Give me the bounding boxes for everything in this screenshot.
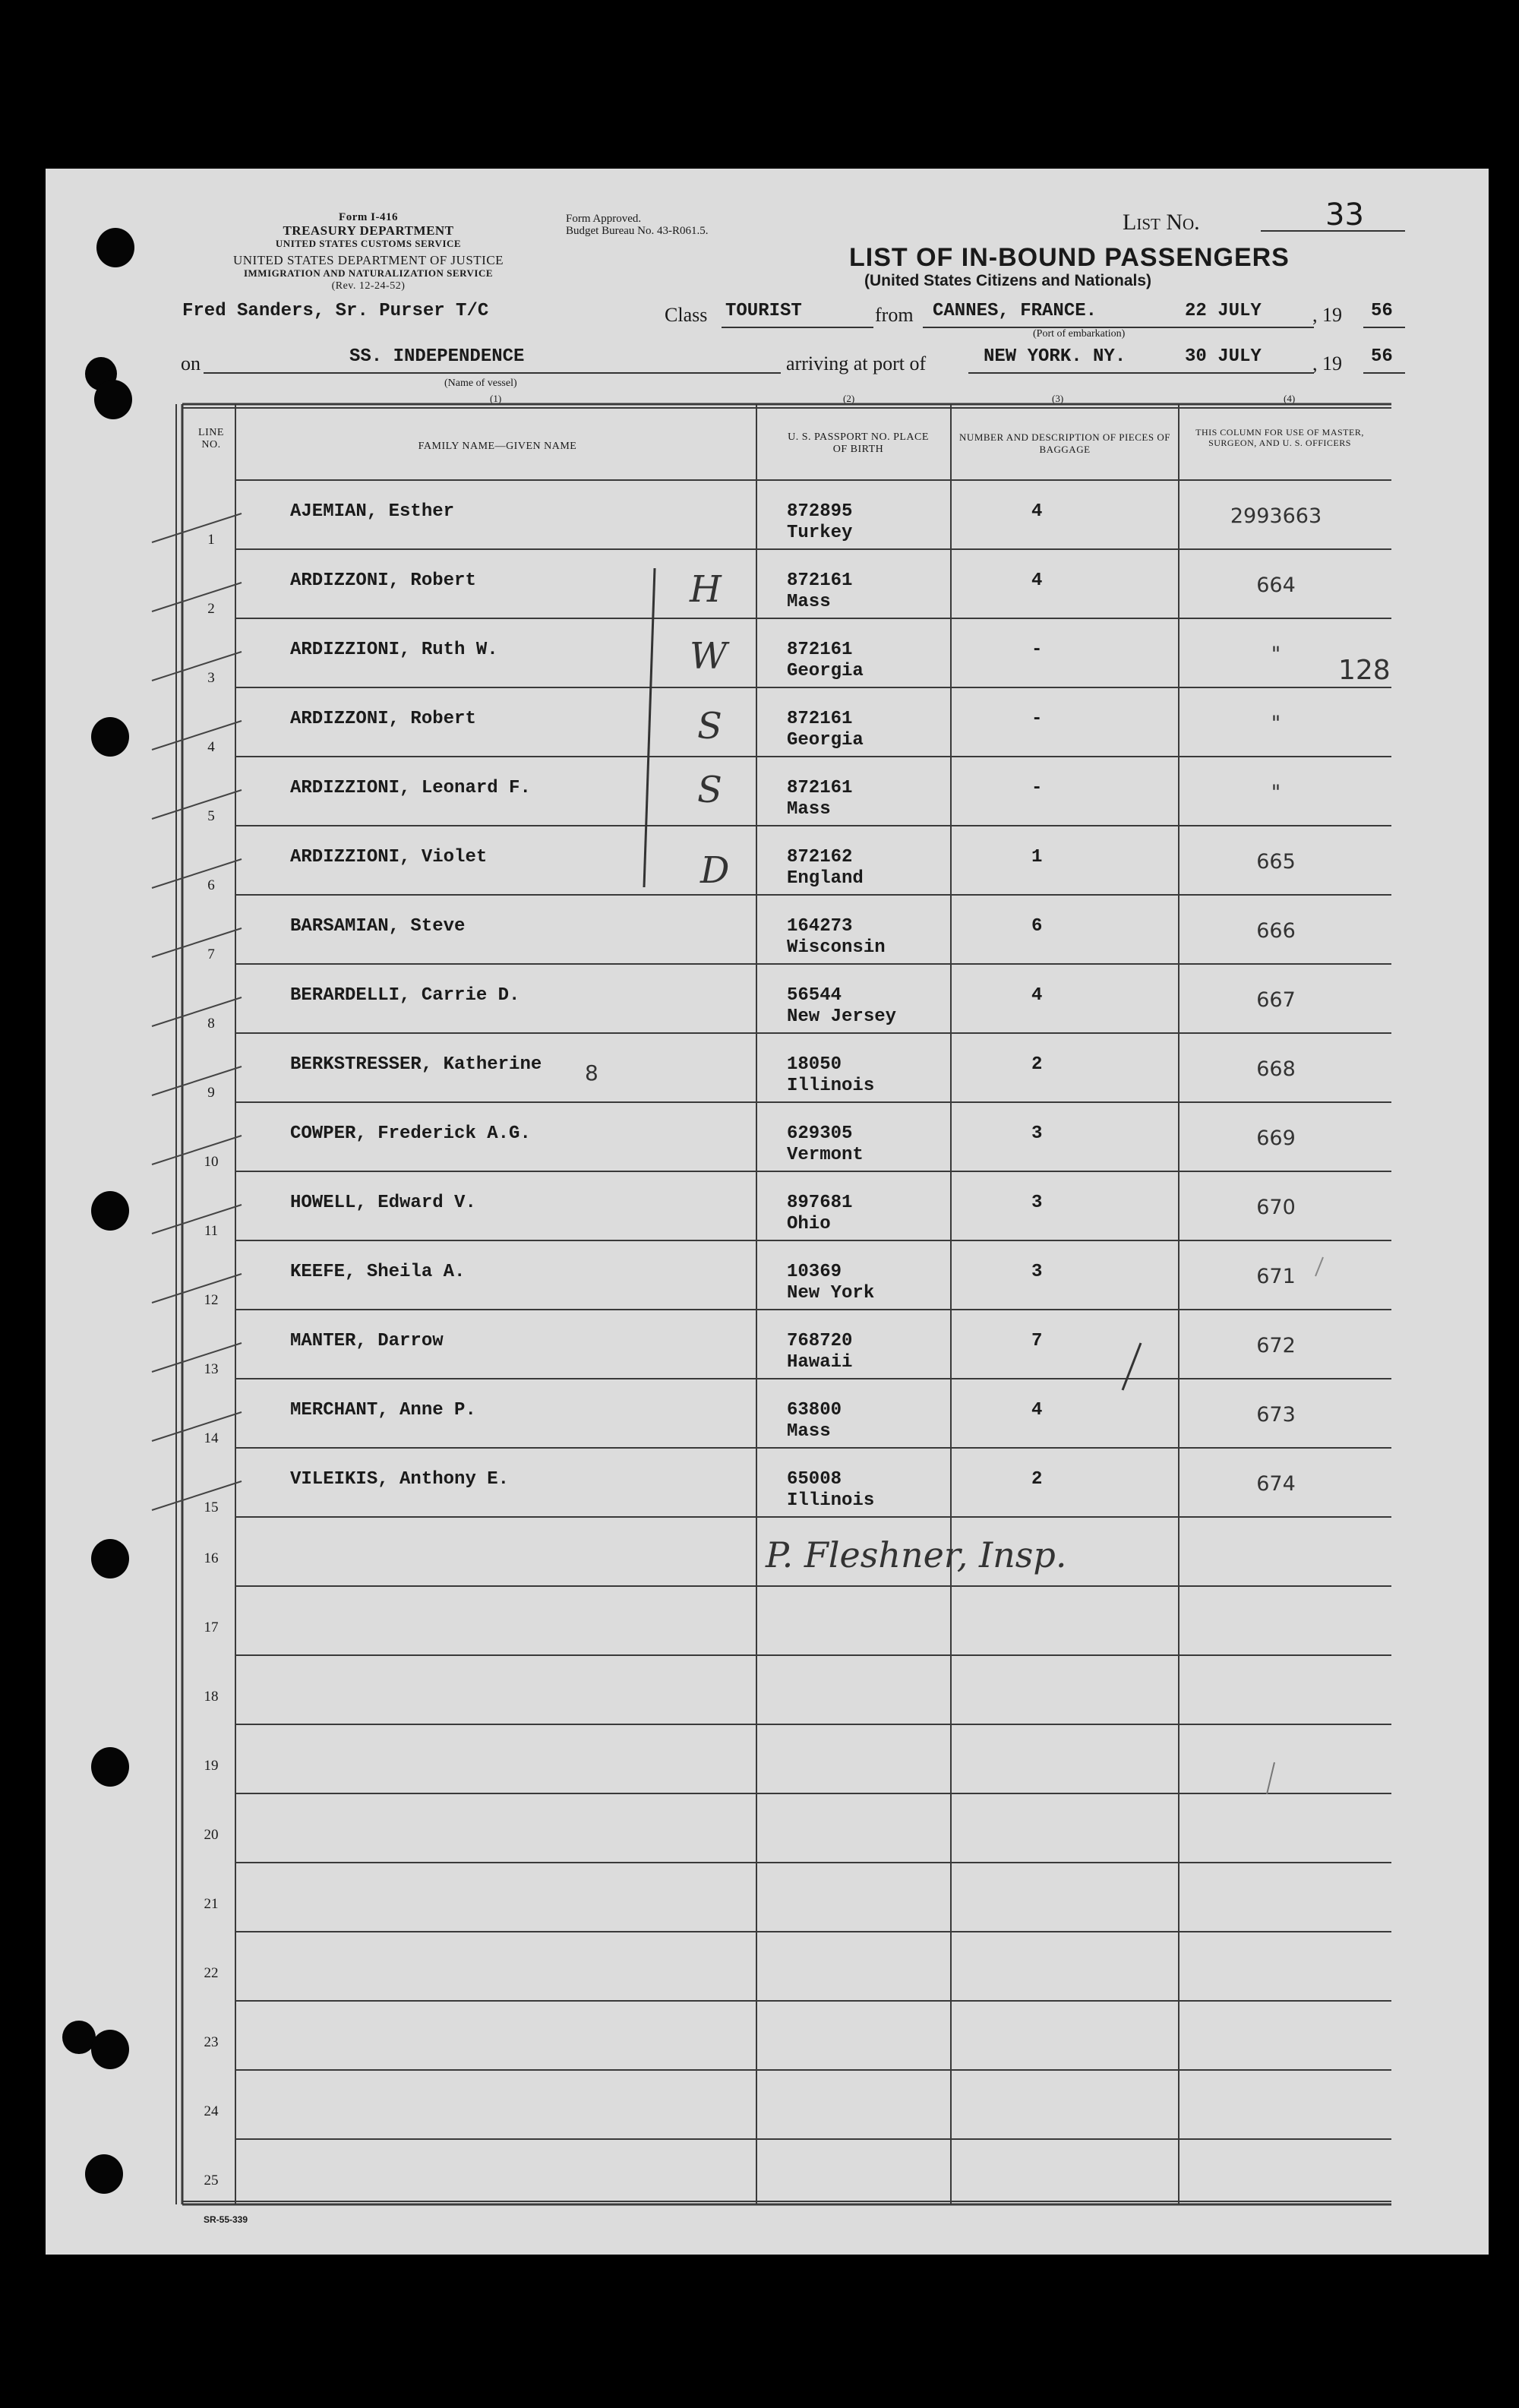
row-number: 17 — [204, 1620, 219, 1635]
officer-note: 672 — [1256, 1334, 1296, 1357]
row-number: 3 — [207, 670, 215, 686]
col-header-name: FAMILY NAME—GIVEN NAME — [418, 441, 577, 452]
baggage-count: 1 — [1031, 847, 1043, 867]
passenger-name: COWPER, Frederick A.G. — [290, 1123, 531, 1144]
row-number: 21 — [204, 1896, 219, 1912]
dept-treasury-sub: UNITED STATES CUSTOMS SERVICE — [275, 238, 462, 249]
passenger-name: KEEFE, Sheila A. — [290, 1262, 466, 1282]
officer-note: 669 — [1256, 1127, 1296, 1150]
arriving-label: arriving at port of — [786, 352, 927, 374]
baggage-count: 4 — [1031, 985, 1043, 1006]
vessel-label: (Name of vessel) — [444, 378, 517, 389]
port-embark-label: (Port of embarkation) — [1033, 328, 1126, 340]
from-port: CANNES, FRANCE. — [933, 301, 1097, 321]
officer-note: 665 — [1256, 850, 1296, 874]
row9-extra-mark: 8 — [585, 1060, 598, 1085]
page-subtitle: (United States Citizens and Nationals) — [864, 272, 1152, 289]
col-marker-2: (2) — [843, 393, 855, 404]
dept-treasury: TREASURY DEPARTMENT — [283, 223, 454, 238]
passenger-name: ARDIZZIONI, Ruth W. — [290, 640, 498, 660]
officer-note: 666 — [1256, 919, 1296, 943]
passport-number: 56544 — [787, 985, 842, 1006]
relation-code-5: D — [700, 849, 730, 892]
baggage-count: 2 — [1031, 1469, 1043, 1490]
place-of-birth: Mass — [787, 799, 831, 820]
row-number: 20 — [204, 1827, 219, 1843]
year-prefix-2: , 19 — [1312, 352, 1342, 374]
relation-code-4: S — [697, 769, 722, 811]
col-header-line: LINE NO. — [198, 427, 224, 450]
purser-name: Fred Sanders, Sr. Purser T/C — [182, 301, 489, 321]
place-of-birth: England — [787, 868, 864, 889]
col-header-passport: U. S. PASSPORT NO. PLACE OF BIRTH — [788, 431, 929, 455]
officer-note: 671 — [1256, 1265, 1296, 1288]
officer-note: 668 — [1256, 1057, 1296, 1081]
margin-total: 128 — [1338, 655, 1391, 686]
col-header-baggage: NUMBER AND DESCRIPTION OF PIECES OF BAGGAGE — [959, 431, 1170, 455]
dept-justice: UNITED STATES DEPARTMENT OF JUSTICE — [232, 253, 504, 267]
place-of-birth: New Jersey — [787, 1006, 897, 1027]
officer-note: " — [1271, 781, 1281, 804]
passenger-name: ARDIZZONI, Robert — [290, 570, 476, 591]
vessel-name: SS. INDEPENDENCE — [349, 346, 525, 367]
row-number: 12 — [204, 1292, 219, 1308]
baggage-count: 6 — [1031, 916, 1043, 937]
revision: (Rev. 12-24-52) — [331, 280, 406, 292]
col-marker-3: (3) — [1052, 393, 1064, 404]
officer-note: 673 — [1256, 1403, 1296, 1427]
relation-code-2: W — [690, 635, 728, 678]
approved-text: Form Approved. — [566, 213, 642, 225]
passenger-name: ARDIZZIONI, Violet — [290, 847, 488, 867]
place-of-birth: New York — [787, 1283, 875, 1304]
row-number: 19 — [204, 1758, 219, 1774]
row-number: 1 — [207, 532, 215, 548]
passport-number: 897681 — [787, 1193, 853, 1213]
passport-number: 872161 — [787, 709, 853, 729]
passenger-name: MERCHANT, Anne P. — [290, 1400, 476, 1420]
passport-number: 164273 — [787, 916, 853, 937]
col-marker-1: (1) — [490, 393, 502, 404]
officer-note: 664 — [1256, 574, 1296, 597]
row-number: 10 — [204, 1154, 219, 1170]
place-of-birth: Mass — [787, 592, 831, 612]
list-no-value: 33 — [1325, 198, 1364, 232]
passenger-name: VILEIKIS, Anthony E. — [290, 1469, 510, 1490]
row-number: 14 — [204, 1430, 219, 1446]
row-number: 5 — [207, 808, 215, 824]
passport-number: 872161 — [787, 778, 853, 798]
place-of-birth: Wisconsin — [787, 937, 886, 958]
row-number: 2 — [207, 601, 215, 617]
col-header-officers: THIS COLUMN FOR USE OF MASTER, SURGEON, AND U. S. OFFICERS — [1195, 427, 1364, 448]
passenger-name: ARDIZZONI, Robert — [290, 709, 476, 729]
row-number: 8 — [207, 1016, 215, 1032]
row-number: 6 — [207, 877, 215, 893]
col-marker-4: (4) — [1284, 393, 1296, 404]
row-number: 4 — [207, 739, 215, 755]
baggage-count: - — [1031, 640, 1043, 660]
row-number: 24 — [204, 2103, 219, 2119]
passport-number: 63800 — [787, 1400, 842, 1420]
row-number: 16 — [204, 1550, 219, 1566]
baggage-count: 4 — [1031, 570, 1043, 591]
officer-note: 667 — [1256, 988, 1296, 1012]
year-2: 56 — [1371, 346, 1393, 367]
baggage-count: 4 — [1031, 1400, 1043, 1420]
baggage-count: - — [1031, 709, 1043, 729]
footer-code: SR-55-339 — [204, 2214, 248, 2225]
baggage-count: 3 — [1031, 1262, 1043, 1282]
passport-number: 872895 — [787, 501, 853, 522]
place-of-birth: Ohio — [787, 1214, 831, 1234]
passport-number: 768720 — [787, 1331, 853, 1351]
row-number: 25 — [204, 2173, 219, 2188]
place-of-birth: Illinois — [787, 1076, 875, 1096]
row-number: 7 — [207, 946, 215, 962]
place-of-birth: Hawaii — [787, 1352, 853, 1373]
baggage-count: - — [1031, 778, 1043, 798]
form-number: Form I-416 — [339, 211, 398, 223]
place-of-birth: Mass — [787, 1421, 831, 1442]
year-1: 56 — [1371, 301, 1393, 321]
on-label: on — [181, 352, 201, 374]
from-date: 22 JULY — [1185, 301, 1262, 321]
officer-note: " — [1271, 712, 1281, 735]
passport-number: 18050 — [787, 1054, 842, 1075]
place-of-birth: Turkey — [787, 523, 853, 543]
row-number: 9 — [207, 1085, 215, 1101]
officer-note: 2993663 — [1230, 504, 1322, 528]
row-number: 13 — [204, 1361, 219, 1377]
passenger-name: BERKSTRESSER, Katherine — [290, 1054, 542, 1075]
class-label: Class — [665, 304, 708, 326]
arrival-date: 30 JULY — [1185, 346, 1262, 367]
place-of-birth: Georgia — [787, 661, 864, 681]
passport-number: 872161 — [787, 570, 853, 591]
passport-number: 10369 — [787, 1262, 842, 1282]
arrival-port: NEW YORK. NY. — [984, 346, 1126, 367]
baggage-count: 7 — [1031, 1331, 1043, 1351]
page-title: LIST OF IN-BOUND PASSENGERS — [849, 243, 1290, 272]
passenger-name: BARSAMIAN, Steve — [290, 916, 466, 937]
baggage-count: 3 — [1031, 1193, 1043, 1213]
passenger-name: MANTER, Darrow — [290, 1331, 444, 1351]
row-number: 23 — [204, 2034, 219, 2050]
row-number: 18 — [204, 1689, 219, 1705]
passport-number: 872162 — [787, 847, 853, 867]
passport-number: 872161 — [787, 640, 853, 660]
row-number: 22 — [204, 1965, 219, 1981]
class-value: TOURIST — [725, 301, 802, 321]
passenger-name: HOWELL, Edward V. — [290, 1193, 476, 1213]
officer-note: 674 — [1256, 1472, 1296, 1496]
relation-code-1: H — [690, 568, 722, 611]
relation-code-3: S — [697, 705, 722, 747]
baggage-count: 3 — [1031, 1123, 1043, 1144]
row-number: 11 — [204, 1223, 219, 1239]
baggage-count: 4 — [1031, 501, 1043, 522]
place-of-birth: Illinois — [787, 1490, 875, 1511]
passenger-name: ARDIZZIONI, Leonard F. — [290, 778, 531, 798]
dept-justice-sub: IMMIGRATION AND NATURALIZATION SERVICE — [243, 267, 494, 279]
officer-note: 670 — [1256, 1196, 1296, 1219]
passenger-name: BERARDELLI, Carrie D. — [290, 985, 520, 1006]
baggage-count: 2 — [1031, 1054, 1043, 1075]
passport-number: 629305 — [787, 1123, 853, 1144]
bureau-text: Budget Bureau No. 43-R061.5. — [566, 225, 709, 237]
passport-number: 65008 — [787, 1469, 842, 1490]
inspector-signature: P. Fleshner, Insp. — [766, 1534, 1067, 1575]
list-no-label: List No. — [1123, 210, 1200, 235]
from-label: from — [875, 304, 914, 326]
row-number: 15 — [204, 1499, 219, 1515]
place-of-birth: Georgia — [787, 730, 864, 751]
year-prefix-1: , 19 — [1312, 304, 1342, 326]
passenger-name: AJEMIAN, Esther — [290, 501, 455, 522]
place-of-birth: Vermont — [787, 1145, 864, 1165]
officer-note: " — [1271, 643, 1281, 666]
